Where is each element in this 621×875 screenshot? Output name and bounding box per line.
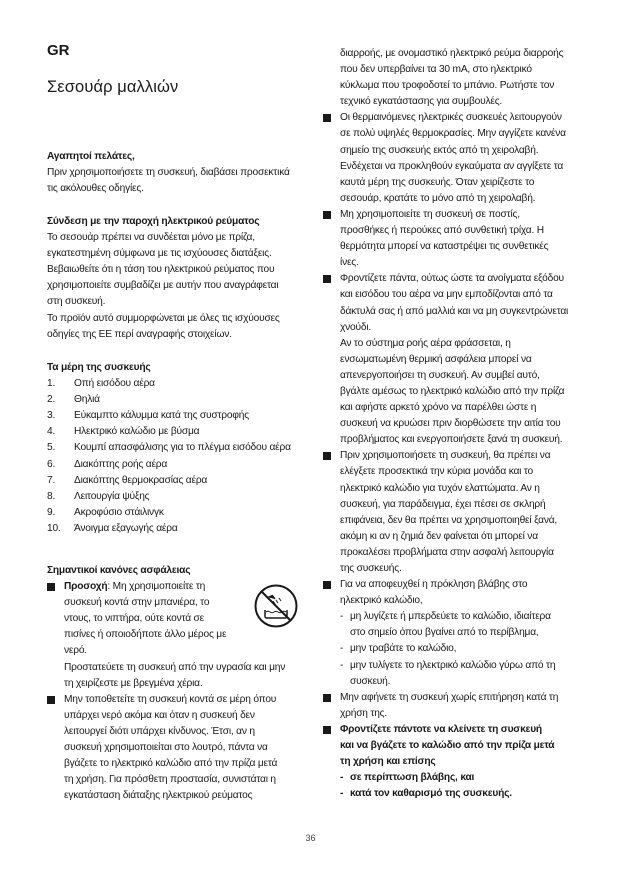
page-title: Σεσουάρ μαλλιών bbox=[47, 78, 179, 96]
dash-line: μην τυλίγετε το ηλεκτρικό καλώδιο γύρω από τη bbox=[350, 659, 556, 671]
bathroom-line: υπάρχει νερό ακόμα και όταν η συσκευή δεν bbox=[64, 709, 255, 721]
bullet-square bbox=[323, 694, 331, 702]
part-label: Διακόπτης ροής αέρα bbox=[74, 458, 168, 470]
power-line: Το σεσουάρ πρέπει να συνδέεται μόνο με πρίζα, bbox=[47, 232, 255, 244]
bullet-line: Αν το σύστημα ροής αέρα φράσσεται, η bbox=[340, 337, 511, 349]
part-number: 8. bbox=[47, 490, 56, 502]
parts-section bbox=[47, 360, 299, 537]
bullet-line: προκαλέσει προβλήματα στην ασφαλή λειτουργία bbox=[340, 546, 554, 558]
caution-label: Προσοχή bbox=[64, 581, 108, 593]
bullet-line: συσκευή να κρυώσει πριν διορθώσετε την αιτία του bbox=[340, 418, 561, 430]
bullet-line: χνούδι. bbox=[340, 321, 372, 333]
bullet-line: καυτά μέρη της συσκευής. Όταν χειρίζεστε το bbox=[340, 176, 535, 188]
language-code: GR bbox=[47, 42, 70, 59]
dash-item: - κατά τον καθαρισμό της συσκευής. bbox=[340, 786, 585, 802]
bullet-line: και αφήστε αρκετό χρόνο να παρέλθει ώστε η bbox=[340, 402, 537, 414]
caution-line: πισίνες ή οποιοδήποτε άλλο μέρος με bbox=[64, 629, 227, 641]
parts-heading: Τα μέρη της συσκευής bbox=[47, 362, 151, 373]
bullet-line: βγάλτε αμέσως το ηλεκτρικό καλώδιο από την πρίζα bbox=[340, 385, 565, 397]
power-section bbox=[47, 214, 299, 343]
dash-item: - σε περίπτωση βλάβης, και bbox=[340, 770, 585, 786]
dash-item: - μην τραβάτε το καλώδιο, bbox=[340, 641, 585, 657]
bullet-line: της συσκευής. bbox=[340, 563, 402, 574]
bullet-line: επιφάνεια, δεν θα πρέπει να χρησιμοποιηθεί ξανά, bbox=[340, 514, 558, 526]
bathroom-line: διαρροής, με ονομαστικό ηλεκτρικό ρεύμα διαρροής bbox=[340, 48, 564, 59]
part-label: Θηλιά bbox=[74, 394, 100, 406]
list-item bbox=[47, 505, 299, 521]
part-number: 6. bbox=[47, 458, 56, 470]
bullet-line: Ενδέχεται να προκληθούν εγκαύματα αν αγγίξετε τα bbox=[340, 160, 564, 172]
bullet-line: Μην αφήνετε τη συσκευή χωρίς επιτήρηση κατά τη bbox=[340, 691, 559, 703]
bullet-line: συσκευή, για παράδειγμα, έχει πέσει σε σκληρή bbox=[340, 498, 546, 510]
part-number: 4. bbox=[47, 426, 56, 438]
dash-item: - μην τυλίγετε το ηλεκτρικό καλώδιο γύρω από τη συσκευή. bbox=[340, 658, 585, 690]
bullet-line: σημείο της συσκευής εκτός από τη χειρολαβή. bbox=[340, 144, 539, 156]
greeting-section bbox=[47, 149, 299, 197]
part-number: 1. bbox=[47, 378, 56, 390]
bathroom-line: βγάζετε το ηλεκτρικό καλώδιο από την πρίζα μετά bbox=[64, 758, 278, 770]
list-item bbox=[47, 521, 299, 537]
part-label: Οπή εισόδου αέρα bbox=[74, 378, 155, 390]
bathroom-line: λειτουργεί διότι υπάρχει κίνδυνος. Έτσι, αν η bbox=[64, 725, 255, 737]
caution-block bbox=[47, 579, 299, 692]
bathroom-line: εγκατάσταση διάταξης ηλεκτρικού ρεύματος bbox=[64, 790, 253, 802]
bullet-line: και εισόδου του αέρα να μην εμποδίζονται από τα bbox=[340, 289, 553, 301]
dash-item: - μη λυγίζετε ή μπερδεύετε το καλώδιο, ιδιαίτερα στο σημείο όπου βγαίνει από το περίβλημα, bbox=[340, 609, 585, 641]
bullet-line: δάκτυλά σας ή από μαλλιά και να μη συγκεντρώνεται bbox=[340, 305, 569, 317]
part-label: Ηλεκτρικό καλώδιο με βύσμα bbox=[74, 426, 200, 438]
bullet-square bbox=[47, 583, 55, 591]
list-item bbox=[47, 392, 299, 408]
part-label: Κουμπί απασφάλισης για το πλέγμα εισόδου αέρα bbox=[74, 442, 291, 454]
bullet-square bbox=[323, 275, 331, 283]
bullet-line: θερμότητα μπορεί να καταστρέψει τις συνθετικές bbox=[340, 241, 549, 253]
page-number: 36 bbox=[305, 833, 316, 843]
dash-line: σε περίπτωση βλάβης, και bbox=[350, 772, 475, 784]
bullet-line: ηλεκτρικό καλώδιο για τυχόν ελαττώματα. Αν η bbox=[340, 482, 540, 494]
bathroom-line: που δεν υπερβαίνει τα 30 mA, στο ηλεκτρικό bbox=[340, 64, 532, 76]
greeting-heading: Αγαπητοί πελάτες, bbox=[47, 151, 135, 162]
bullet-square bbox=[323, 211, 331, 219]
power-line: Το προϊόν αυτό συμμορφώνεται με όλες τις ισχύουσες bbox=[47, 312, 280, 324]
power-line: στη συσκευή. bbox=[47, 296, 106, 308]
bullet-line: Πριν χρησιμοποιήσετε τη συσκευή, θα πρέπει να bbox=[340, 450, 551, 462]
bullet-line: Μη χρησιμοποιείτε τη συσκευή σε ποστίς, bbox=[340, 208, 520, 220]
dash-line: μη λυγίζετε ή μπερδεύετε το καλώδιο, ιδιαίτερα bbox=[350, 611, 551, 623]
caution-line: τη χειρίζεστε με βρεγμένα χέρια. bbox=[64, 677, 203, 689]
greeting-line: Πριν χρησιμοποιήσετε τη συσκευή, διαβάσει προσεκτικά bbox=[47, 167, 290, 179]
safety-section bbox=[47, 563, 299, 804]
bullet-line: ηλεκτρικό καλώδιο, bbox=[340, 595, 423, 607]
bullet-line: και να βγάζετε το καλώδιο από την πρίζα μετά bbox=[340, 740, 555, 752]
dash-line: μην τραβάτε το καλώδιο, bbox=[350, 643, 457, 655]
part-label: Εύκαμπτο κάλυμμα κατά της συστροφής bbox=[74, 410, 249, 422]
power-line: Βεβαιωθείτε ότι η τάση του ηλεκτρικού ρεύματος που bbox=[47, 264, 275, 276]
dash-line: κατά τον καθαρισμό της συσκευής. bbox=[350, 788, 512, 800]
bathroom-bullet bbox=[47, 692, 299, 805]
bullet-line: ακόμη κι αν η ζημιά δεν φαίνεται ότι μπορεί να bbox=[340, 530, 538, 542]
bullet-line: σεσουάρ, κρατάτε το μόνο από τη χειρολαβή. bbox=[340, 192, 536, 204]
inspection-bullet bbox=[323, 448, 585, 577]
part-label: Άνοιγμα εξαγωγής αέρα bbox=[74, 522, 178, 534]
synthetic-hair-bullet bbox=[323, 207, 585, 271]
part-label: Ακροφύσιο στάιλινγκ bbox=[74, 506, 164, 518]
part-number: 7. bbox=[47, 474, 56, 486]
part-number: 3. bbox=[47, 410, 56, 422]
bullet-line: σε πολύ υψηλές θερμοκρασίες. Μην αγγίζετε κανένα bbox=[340, 128, 566, 140]
power-line: εγκατεστημένη σύμφωνα με τις ισχύουσες διατάξεις. bbox=[47, 248, 272, 260]
part-label: Διακόπτης θερμοκρασίας αέρα bbox=[74, 474, 208, 486]
part-number: 9. bbox=[47, 506, 56, 518]
bathroom-line: Μην τοποθετείτε τη συσκευή κοντά σε μέρη όπου bbox=[64, 693, 277, 705]
caution-line: : Μη χρησιμοποιείτε τη bbox=[107, 581, 206, 593]
bullet-square bbox=[323, 452, 331, 460]
bullet-line: απενεργοποιήσει τη συσκευή. Αν συμβεί αυτό, bbox=[340, 369, 540, 381]
power-heading: Σύνδεση με την παροχή ηλεκτρικού ρεύματος bbox=[47, 216, 260, 227]
greeting-line: τις ακόλουθες οδηγίες. bbox=[47, 183, 144, 195]
parts-list bbox=[47, 376, 299, 537]
bullet-line: χρήση της. bbox=[340, 707, 388, 719]
bullet-line: ενσωματωμένη θερμική ασφάλεια μπορεί να bbox=[340, 353, 532, 365]
bullet-line: Οι θερμαινόμενες ηλεκτρικές συσκευές λειτουργούν bbox=[340, 112, 562, 124]
bullet-line: Φροντίζετε πάντα, ούτως ώστε τα ανοίγματα εξόδου bbox=[340, 273, 564, 285]
list-item bbox=[47, 424, 299, 440]
bullet-line: τη χρήση και επίσης bbox=[340, 756, 436, 768]
bullet-line: προσθήκες ή περούκες από συνθετική τρίχα. Η bbox=[340, 225, 544, 237]
bullet-square bbox=[323, 114, 331, 122]
bullet-line: Για να αποφευχθεί η πρόκληση βλάβης στο bbox=[340, 579, 528, 591]
part-number: 2. bbox=[47, 394, 56, 406]
list-item bbox=[47, 489, 299, 505]
bathroom-line: τη χρήση. Για πρόσθετη προστασία, συνιστάται η bbox=[64, 774, 276, 786]
caution-line: νερό. bbox=[64, 645, 87, 657]
right-column bbox=[323, 46, 585, 802]
no-water-shower-icon bbox=[253, 583, 299, 629]
bullet-line: ίνες. bbox=[340, 257, 359, 269]
bullet-square bbox=[47, 696, 55, 704]
bathroom-continuation bbox=[323, 46, 585, 110]
airflow-bullet bbox=[323, 271, 585, 448]
caution-line: συσκευή κοντά στην μπανιέρα, το bbox=[64, 597, 210, 609]
unattended-bullet bbox=[323, 690, 585, 722]
bathroom-line: συσκευή χρησιμοποιείται στο λουτρό, πάντα να bbox=[64, 742, 268, 754]
bullet-line: προβλήματος και ενεργοποιήσετε ξανά τη συσκευή. bbox=[340, 434, 563, 446]
dash-line: στο σημείο όπου βγαίνει από το περίβλημα, bbox=[350, 627, 539, 639]
list-item bbox=[47, 376, 299, 392]
safety-heading: Σημαντικοί κανόνες ασφάλειας bbox=[47, 565, 191, 576]
list-item bbox=[47, 457, 299, 473]
bullet-line: Φροντίζετε πάντοτε να κλείνετε τη συσκευή bbox=[340, 723, 542, 735]
part-number: 10. bbox=[47, 522, 61, 534]
caution-line: Προστατεύετε τη συσκευή από την υγρασία και μην bbox=[64, 661, 286, 673]
bathroom-line: κύκλωμα που τροφοδοτεί το μπάνιο. Ρωτήστε τον bbox=[340, 80, 555, 92]
part-number: 5. bbox=[47, 442, 56, 454]
bullet-square bbox=[323, 726, 331, 734]
power-line: χρησιμοποιείτε συμβαδίζει με αυτήν που αναγράφεται bbox=[47, 280, 279, 292]
part-label: Λειτουργία ψύξης bbox=[74, 490, 150, 502]
heat-bullet bbox=[323, 110, 585, 207]
list-item bbox=[47, 473, 299, 489]
list-item bbox=[47, 408, 299, 424]
bullet-square bbox=[323, 581, 331, 589]
power-line: οδηγίες της ΕΕ περί αναγραφής στοιχείων. bbox=[47, 328, 232, 340]
cable-bullet bbox=[323, 577, 585, 690]
unplug-bullet bbox=[323, 722, 585, 802]
bullet-line: ελέγξετε προσεκτικά την κύρια μονάδα και το bbox=[340, 466, 534, 478]
bathroom-line: τεχνικό εγκατάστασης για συμβουλές. bbox=[340, 96, 503, 108]
dash-line: συσκευή. bbox=[350, 675, 391, 687]
list-item bbox=[47, 440, 299, 456]
caution-line: ντους, το νιπτήρα, ούτε κοντά σε bbox=[64, 613, 204, 625]
